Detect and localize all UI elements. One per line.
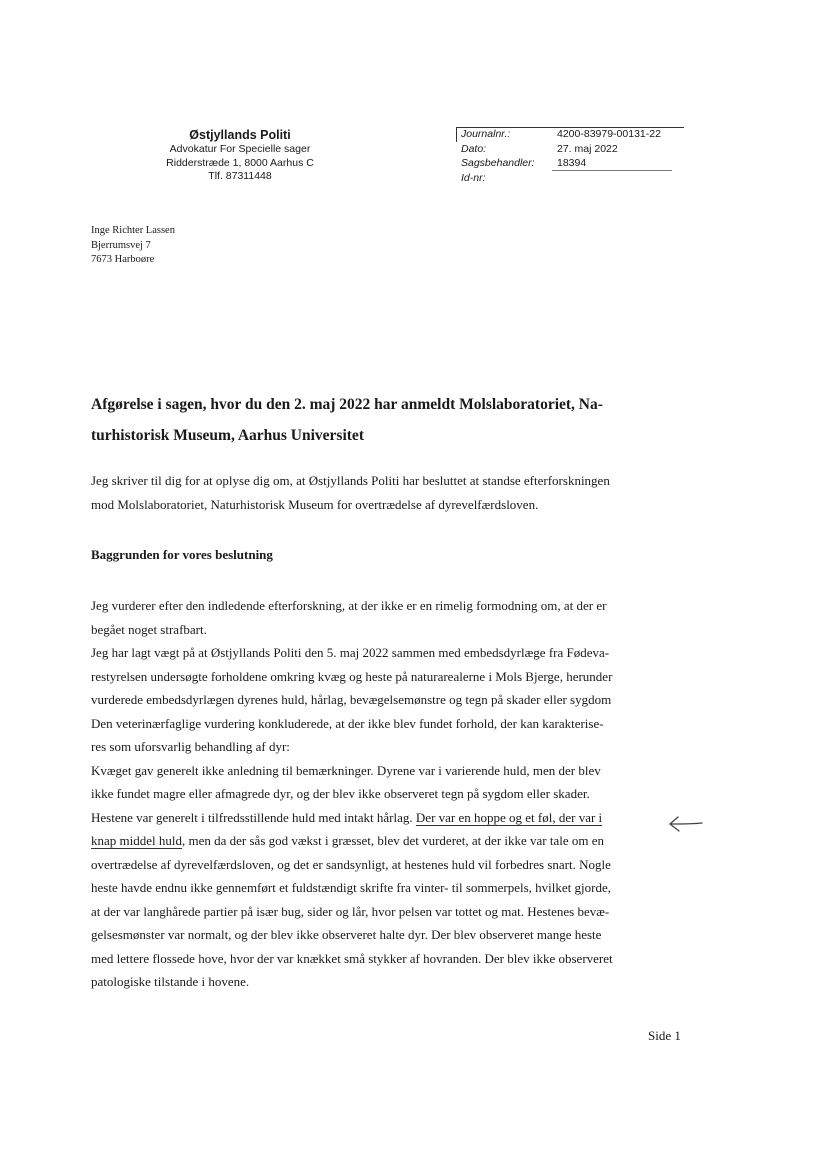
body-line: Jeg vurderer efter den indledende efterforskning, at der ikke er en rimelig formodning om, at der er bbox=[91, 598, 607, 613]
journal-label: Journalnr.: bbox=[461, 128, 511, 140]
body-text bbox=[91, 594, 666, 994]
intro-line-1: Jeg skriver til dig for at oplyse dig om, at Østjyllands Politi har besluttet at standse efterforskningen bbox=[91, 473, 610, 488]
case-meta-block bbox=[456, 127, 684, 185]
body-line: res som uforsvarlig behandling af dyr: bbox=[91, 739, 290, 754]
body-line bbox=[91, 806, 666, 830]
meta-side-rule bbox=[456, 127, 457, 142]
body-line bbox=[91, 829, 666, 853]
recipient-street: Bjerrumsvej 7 bbox=[91, 239, 151, 251]
body-line: begået noget strafbart. bbox=[91, 621, 207, 637]
body-line: Kvæget gav generelt ikke anledning til bemærkninger. Dyrene var i varierende huld, men der blev bbox=[91, 762, 601, 778]
id-value bbox=[557, 171, 684, 186]
body-line: at der var langhårede partier på især bug, sider og lår, hvor pelsen var tottet og mat. Hestenes bevæ- bbox=[91, 903, 610, 919]
date-label: Dato: bbox=[461, 142, 487, 155]
line10-text: Hestene var generelt i tilfredsstillende huld med intakt hårlag. bbox=[91, 809, 416, 825]
body-line: Den veterinærfaglige vurdering konkluderede, at der ikke blev fundet forhold, der kan karakterise- bbox=[91, 715, 604, 731]
document-title bbox=[91, 389, 691, 451]
body-line: ikke fundet magre eller afmagrede dyr, og der blev ikke observeret tegn på sygdom eller skader. bbox=[91, 786, 590, 801]
handwritten-arrow-icon bbox=[668, 815, 704, 833]
body-line: gelsesmønster var normalt, og der blev ikke observeret halte dyr. Der blev observeret mange heste bbox=[91, 927, 602, 942]
id-label: Id-nr: bbox=[461, 171, 486, 184]
body-line: heste havde endnu ikke gennemført et fuldstændigt skrifte fra vinter- til sommerpels, hvilket gjorde, bbox=[91, 880, 611, 895]
recipient-city: 7673 Harboøre bbox=[91, 254, 155, 265]
body-line: overtrædelse af dyrevelfærdsloven, og det er sandsynligt, at hestenes huld vil forbedres snart. Nogle bbox=[91, 856, 611, 872]
handler-label: Sagsbehandler: bbox=[461, 157, 535, 169]
meta-row-id bbox=[456, 171, 684, 186]
recipient-name: Inge Richter Lassen bbox=[91, 225, 175, 236]
body-line: med lettere flossede hove, hvor der var knækket små stykker af hovranden. Der blev ikke observeret bbox=[91, 950, 613, 966]
title-line-2: turhistorisk Museum, Aarhus Universitet bbox=[91, 427, 364, 444]
sender-dept: Advokatur For Specielle sager bbox=[169, 143, 311, 155]
meta-top-rule bbox=[456, 127, 684, 128]
body-line: restyrelsen undersøgte forholdene omkring kvæg og heste på naturarealerne i Mols Bjerge, herunder bbox=[91, 668, 613, 684]
line11-text: , men da der sås god vækst i græsset, blev det vurderet, at der ikke var tale om en bbox=[182, 833, 605, 848]
body-line: patologiske tilstande i hovene. bbox=[91, 974, 250, 989]
page-number: Side 1 bbox=[648, 1028, 681, 1043]
journal-value: 4200-83979-00131-22 bbox=[557, 128, 661, 140]
sender-phone: Tlf. 87311448 bbox=[208, 170, 272, 182]
recipient-address bbox=[91, 224, 175, 268]
handler-underline bbox=[552, 170, 672, 171]
sender-org: Østjyllands Politi bbox=[189, 128, 291, 142]
meta-row-date bbox=[456, 142, 684, 157]
meta-row-journal bbox=[456, 127, 684, 142]
sender-block bbox=[140, 127, 340, 184]
date-value: 27. maj 2022 bbox=[557, 142, 618, 155]
section-heading: Baggrunden for vores beslutning bbox=[91, 547, 273, 562]
meta-row-handler bbox=[456, 156, 684, 171]
handwritten-underline-mark: Der var en hoppe og et føl, der var i bbox=[415, 809, 603, 825]
intro-line-2: mod Molslaboratoriet, Naturhistorisk Museum for overtrædelse af dyrevelfærdsloven. bbox=[91, 496, 539, 512]
sender-address: Ridderstræde 1, 8000 Aarhus C bbox=[166, 156, 314, 169]
handler-value: 18394 bbox=[557, 157, 587, 169]
title-line-1: Afgørelse i sagen, hvor du den 2. maj 2022 har anmeldt Molslaboratoriet, Na- bbox=[91, 396, 603, 413]
handwritten-underline-mark: knap middel huld bbox=[91, 833, 182, 848]
body-line: vurderede embedsdyrlægen dyrenes huld, hårlag, bevægelsemønstre og tegn på skader eller sygdom bbox=[91, 692, 612, 707]
body-line: Jeg har lagt vægt på at Østjyllands Politi den 5. maj 2022 sammen med embedsdyrlæge fra Fødeva- bbox=[91, 645, 610, 660]
intro-paragraph bbox=[91, 469, 666, 516]
